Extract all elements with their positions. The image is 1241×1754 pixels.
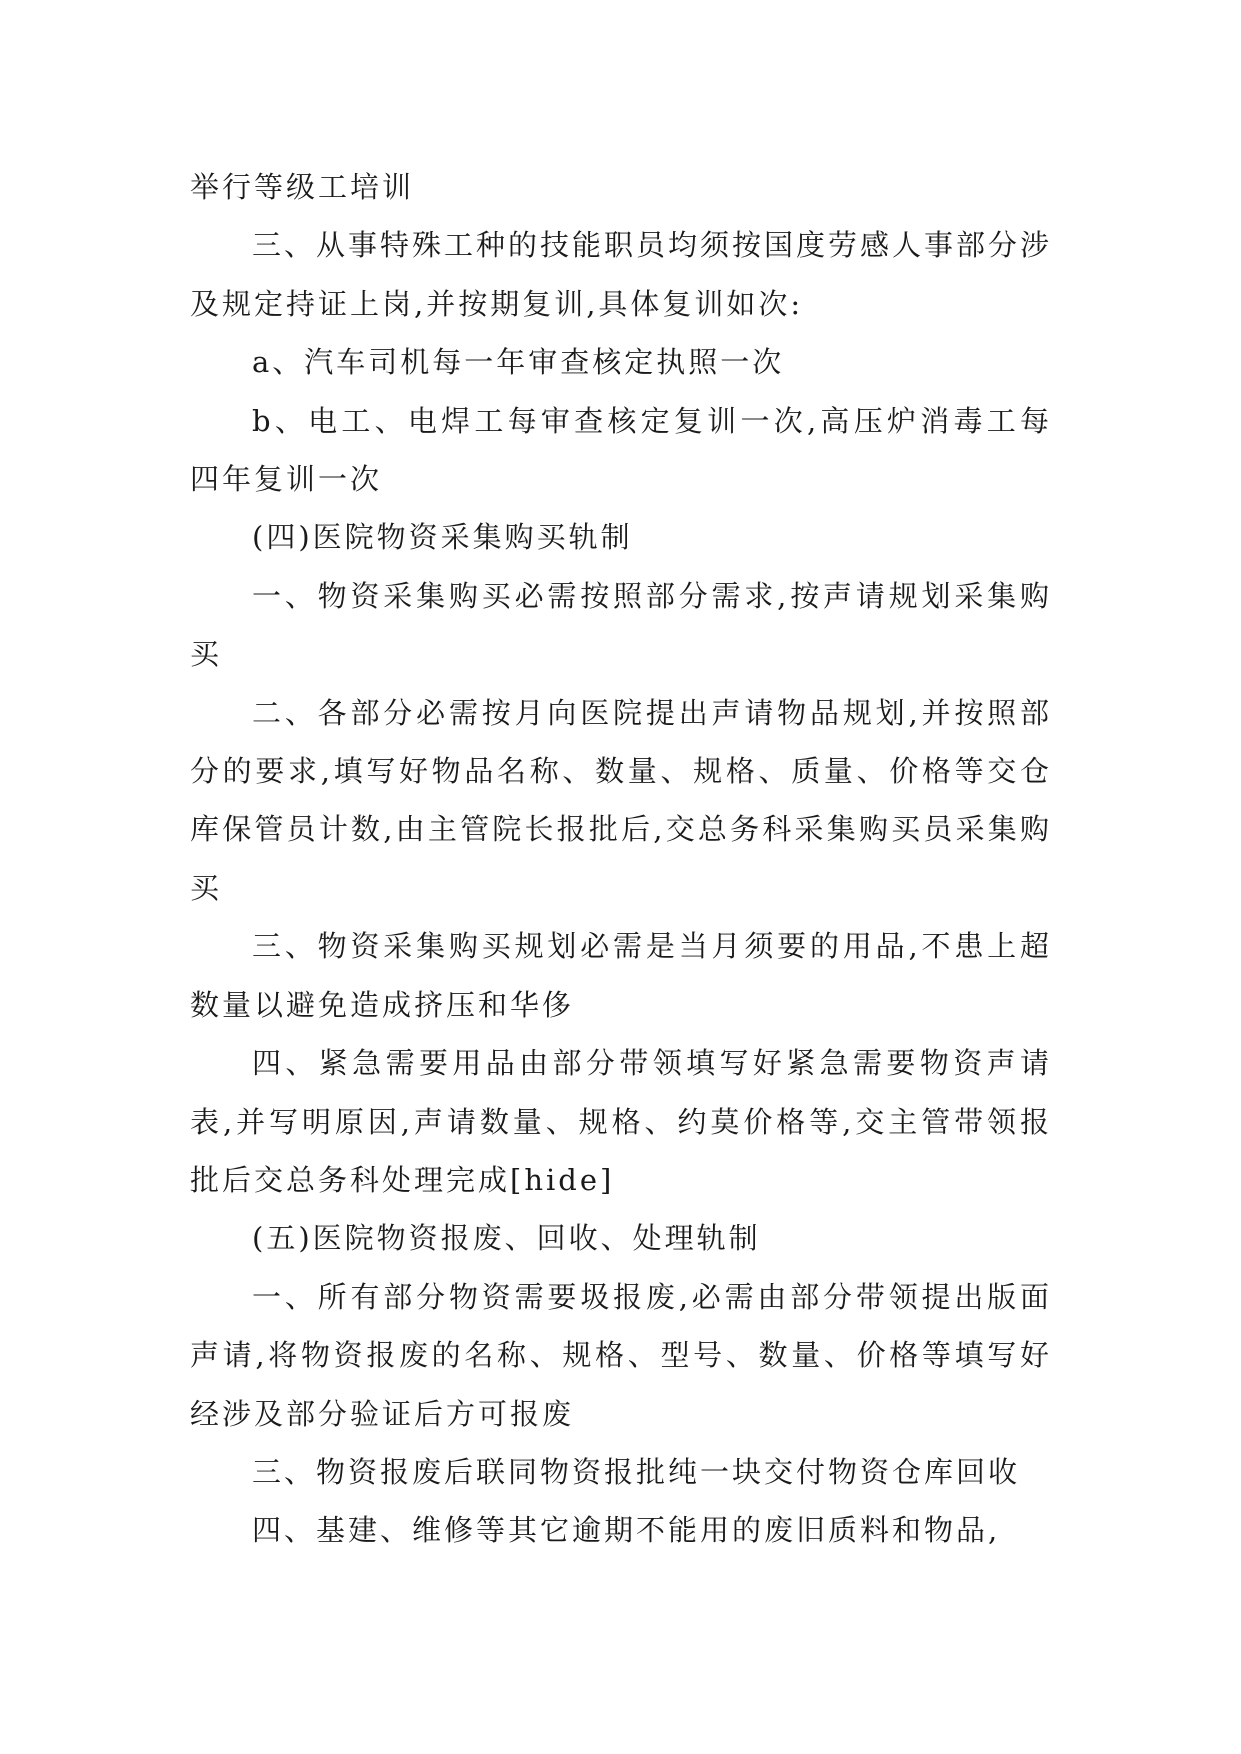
paragraph-8: 三、物资采集购买规划必需是当月须要的用品,不患上超数量以避免造成挤压和华侈 <box>190 929 1052 1022</box>
paragraph-4: b、电工、电焊工每审查核定复训一次,高压炉消毒工每四年复训一次 <box>190 403 1052 497</box>
paragraph-9: 四、紧急需要用品由部分带领填写好紧急需要物资声请表,并写明原因,声请数量、规格、约莫价格等,交主管带领报批后交总务科处理完成[hide] <box>190 1046 1052 1197</box>
paragraph-11: 一、所有部分物资需要圾报废,必需由部分带领提出版面声请,将物资报废的名称、规格、型号、数量、价格等填写好经涉及部分验证后方可报废 <box>190 1279 1052 1431</box>
paragraph-3: a、汽车司机每一年审查核定执照一次 <box>252 345 785 380</box>
paragraph-7: 二、各部分必需按月向医院提出声请物品规划,并按照部分的要求,填写好物品名称、数量、规格、质量、价格等交仓库保管员计数,由主管院长报批后,交总务科采集购买员采集购买 <box>190 695 1052 905</box>
document-body <box>190 158 1052 1560</box>
paragraph-2: 三、从事特殊工种的技能职员均须按国度劳感人事部分涉及规定持证上岗,并按期复训,具体复训如次: <box>190 228 1053 321</box>
paragraph-12: 三、物资报废后联同物资报批纯一块交付物资仓库回收 <box>252 1454 1021 1489</box>
paragraph-13: 四、基建、维修等其它逾期不能用的废旧质料和物品, <box>252 1513 1001 1548</box>
paragraph-1: 举行等级工培训 <box>190 170 415 204</box>
section-heading-5: (五)医院物资报废、回收、处理轨制 <box>252 1221 761 1256</box>
section-heading-4: (四)医院物资采集购买轨制 <box>252 520 633 555</box>
paragraph-6: 一、物资采集购买必需按照部分需求,按声请规划采集购买 <box>190 578 1052 672</box>
